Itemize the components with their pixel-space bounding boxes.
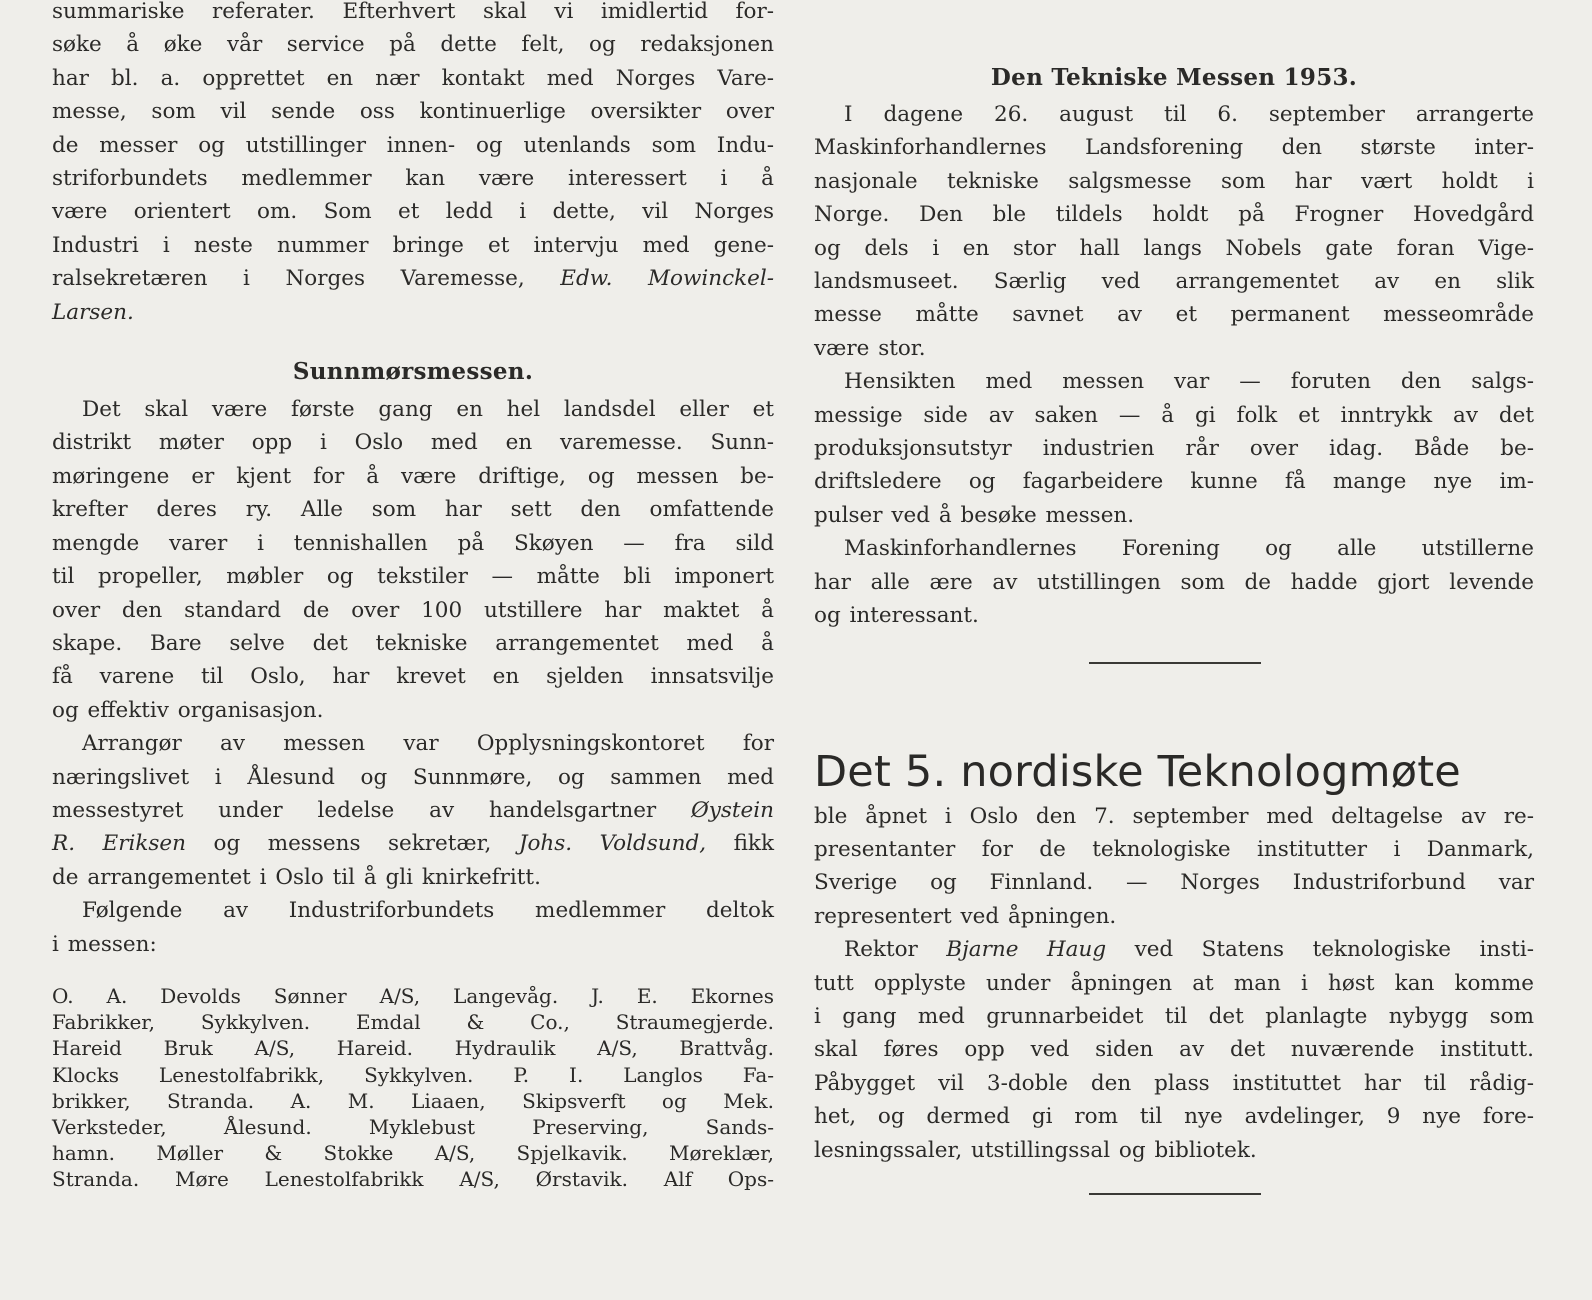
text-line: tutt opplyste under åpningen at man i høst kan komme — [814, 970, 1534, 996]
text-line: søke å øke vår service på dette felt, og redaksjonen — [52, 32, 774, 58]
intro-paragraph — [52, 0, 774, 329]
person-name: Edw. Mowinckel- — [560, 266, 775, 292]
text-line: få varene til Oslo, har krevet en sjelden innsatsvilje — [52, 664, 774, 690]
text-line: summariske referater. Efterhvert skal vi imidlertid for- — [52, 0, 774, 24]
text-line: skape. Bare selve det tekniske arrangementet med å — [52, 630, 774, 656]
text-line: over den standard de over 100 utstillere har maktet å — [52, 597, 774, 623]
tekniske-messen-heading: Den Tekniske Messen 1953. — [990, 64, 1358, 91]
text-line: møringene er kjent for å være driftige, og messen be- — [52, 463, 774, 489]
text-line: distrikt møter opp i Oslo med en varemesse. Sunn- — [52, 430, 774, 456]
text-line: produksjonsutstyr industrien rår over idag. Både be- — [814, 436, 1534, 462]
text-line: nasjonale tekniske salgsmesse som har vært holdt i — [814, 168, 1534, 194]
text-line: presentanter for de teknologiske institutter i Danmark, — [814, 836, 1534, 862]
tekniske-messen-paragraph-1 — [814, 98, 1534, 365]
teknologmote-heading: Det 5. nordiske Teknologmøte — [814, 746, 1461, 797]
person-name: Johs. Voldsund, — [518, 831, 707, 857]
person-name: R. Eriksen — [52, 831, 186, 857]
text-line: striforbundets medlemmer kan være interessert i å — [52, 166, 774, 192]
sunnmorsmessen-paragraph-1 — [52, 393, 774, 727]
list-line: Fabrikker, Sykkylven. Emdal & Co., Straumegjerde. — [52, 1010, 774, 1035]
list-line: Klocks Lenestolfabrikk, Sykkylven. P. I. Langlos Fa- — [52, 1062, 774, 1087]
text-line: het, og dermed gi rom til nye avdelinger, 9 nye fore- — [814, 1104, 1534, 1130]
text-line: messe måtte savnet av et permanent messeområde — [814, 302, 1534, 328]
text-line: Det skal være første gang en hel landsdel eller et — [82, 397, 774, 423]
text-line: og effektiv organisasjon. — [52, 697, 324, 723]
text-line: Industri i neste nummer bringe et intervju med gene- — [52, 232, 774, 258]
text-line: i gang med grunnarbeidet til det planlagte nybygg som — [814, 1003, 1534, 1029]
text-line: krefter deres ry. Alle som har sett den omfattende — [52, 497, 774, 523]
text-line: være stor. — [814, 335, 926, 361]
text-line: og interessant. — [814, 603, 979, 629]
text-line: lesningssaler, utstillingssal og bibliotek. — [814, 1137, 1257, 1163]
text-line: Arrangør av messen var Opplysningskontoret for — [82, 731, 774, 757]
list-line: O. A. Devolds Sønner A/S, Langevåg. J. E. Ekornes — [52, 983, 774, 1008]
text-line: har bl. a. opprettet en nær kontakt med Norges Vare- — [52, 65, 774, 91]
teknologmote-paragraph-1 — [814, 800, 1534, 934]
text-line: de arrangementet i Oslo til å gli knirkefritt. — [52, 864, 541, 890]
text-line: Sverige og Finnland. — Norges Industriforbund var — [814, 870, 1534, 896]
text-line: messige side av saken — å gi folk et inntrykk av det — [814, 402, 1534, 428]
text-line: mengde varer i tennishallen på Skøyen — fra sild — [52, 530, 774, 556]
text-line: næringslivet i Ålesund og Sunnmøre, og sammen med — [52, 764, 774, 790]
text-line: skal føres opp ved siden av det nuværende institutt. — [814, 1037, 1534, 1063]
text-line: og dels i en stor hall langs Nobels gate foran Vige- — [814, 235, 1534, 261]
sunnmorsmessen-paragraph-3 — [52, 894, 774, 961]
text-line: Rektor Bjarne Haug ved Statens teknologiske insti- — [844, 937, 1534, 963]
list-line: Verksteder, Ålesund. Myklebust Preserving, Sands- — [52, 1114, 774, 1139]
list-line: hamn. Møller & Stokke A/S, Spjelkavik. Møreklær, — [52, 1141, 774, 1166]
text-line: Påbygget vil 3-doble den plass instituttet har til rådig- — [814, 1070, 1534, 1096]
text-line: R. Eriksen og messens sekretær, Johs. Voldsund, fikk — [52, 831, 774, 857]
text-line: I dagene 26. august til 6. september arrangerte — [844, 102, 1534, 127]
sunnmorsmessen-paragraph-2 — [52, 727, 774, 894]
text-line: Følgende av Industriforbundets medlemmer deltok — [82, 898, 774, 924]
list-line: Hareid Bruk A/S, Hareid. Hydraulik A/S, Brattvåg. — [52, 1036, 774, 1061]
person-name: Øystein — [691, 797, 774, 823]
text-line — [52, 296, 774, 329]
text-line: være orientert om. Som et ledd i dette, vil Norges — [52, 199, 774, 225]
member-list — [52, 983, 774, 1193]
tekniske-messen-paragraph-3 — [814, 532, 1534, 632]
text-line: har alle ære av utstillingen som de hadde gjort levende — [814, 569, 1534, 595]
right-column — [814, 58, 1534, 1195]
text-line: Maskinforhandlernes Landsforening den største inter- — [814, 135, 1534, 161]
text-line: ralsekretæren i Norges Varemesse, Edw. Mowinckel- — [52, 266, 775, 292]
section-divider — [1089, 662, 1261, 664]
text-line: ble åpnet i Oslo den 7. september med deltagelse av re- — [814, 803, 1534, 829]
text-line: Maskinforhandlernes Forening og alle utstillerne — [844, 536, 1534, 562]
text-line: pulser ved å besøke messen. — [814, 502, 1135, 528]
text-line: Hensikten med messen var — foruten den salgs- — [844, 369, 1534, 395]
text-line: til propeller, møbler og tekstiler — måtte bli imponert — [52, 564, 774, 590]
text-line: representert ved åpningen. — [814, 903, 1117, 929]
text-line: i messen: — [52, 931, 157, 957]
text-line: de messer og utstillinger innen- og utenlands som Indu- — [52, 132, 774, 158]
person-name: Bjarne Haug — [946, 937, 1107, 963]
section-divider — [1089, 1193, 1261, 1195]
text-line: landsmuseet. Særlig ved arrangementet av en slik — [814, 269, 1534, 295]
text-line: messe, som vil sende oss kontinuerlige oversikter over — [52, 99, 774, 125]
person-name: Larsen. — [52, 299, 134, 325]
list-line: brikker, Stranda. A. M. Liaaen, Skipsverft og Mek. — [52, 1088, 774, 1113]
left-column — [52, 0, 774, 1193]
text-line: messestyret under ledelse av handelsgartner Øystein — [52, 797, 774, 823]
text-line: driftsledere og fagarbeidere kunne få mange nye im- — [814, 469, 1534, 495]
sunnmorsmessen-heading: Sunnmørsmessen. — [292, 358, 534, 386]
teknologmote-paragraph-2 — [814, 933, 1534, 1167]
text-line: Norge. Den ble tildels holdt på Frogner Hovedgård — [814, 202, 1534, 228]
tekniske-messen-paragraph-2 — [814, 365, 1534, 532]
list-line: Stranda. Møre Lenestolfabrikk A/S, Ørstavik. Alf Ops- — [52, 1167, 774, 1192]
